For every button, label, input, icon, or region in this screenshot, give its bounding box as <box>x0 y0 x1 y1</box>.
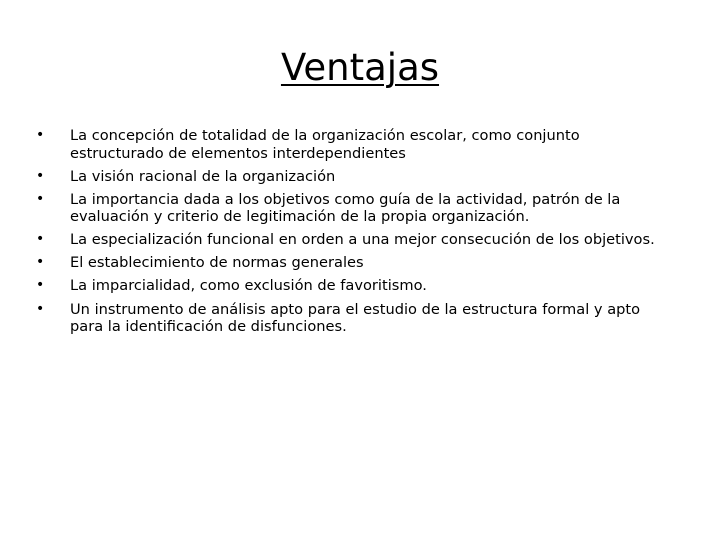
bullet-item <box>36 191 670 226</box>
bullet-icon: • <box>36 254 45 271</box>
bullet-item <box>36 168 670 186</box>
bullet-icon: • <box>36 167 45 184</box>
bullet-text: El establecimiento de normas generales <box>70 254 364 272</box>
bullet-item <box>36 277 670 295</box>
bullet-item <box>36 301 670 336</box>
bullet-icon: • <box>36 300 45 317</box>
bullet-icon: • <box>36 277 45 294</box>
bullet-item <box>36 231 670 249</box>
bullet-text: La imparcialidad, como exclusión de favoritismo. <box>70 277 427 295</box>
bullet-text: La concepción de totalidad de la organización escolar, como conjunto estructurado de elementos interdependientes <box>70 127 580 162</box>
bullet-text: Un instrumento de análisis apto para el estudio de la estructura formal y apto para la identificación de disfunciones. <box>70 300 641 336</box>
bullet-icon: • <box>36 190 45 207</box>
bullet-text: La importancia dada a los objetivos como guía de la actividad, patrón de la evaluación y criterio de legitimación de la propia organización. <box>70 190 621 226</box>
bullet-item <box>36 127 670 162</box>
bullet-icon: • <box>36 127 45 143</box>
bullet-icon: • <box>36 231 45 248</box>
bullet-list <box>36 127 670 341</box>
bullet-text: La visión racional de la organización <box>70 167 336 185</box>
slide-title: Ventajas <box>280 46 440 89</box>
bullet-text: La especialización funcional en orden a una mejor consecución de los objetivos. <box>70 231 655 249</box>
bullet-item <box>36 254 670 272</box>
